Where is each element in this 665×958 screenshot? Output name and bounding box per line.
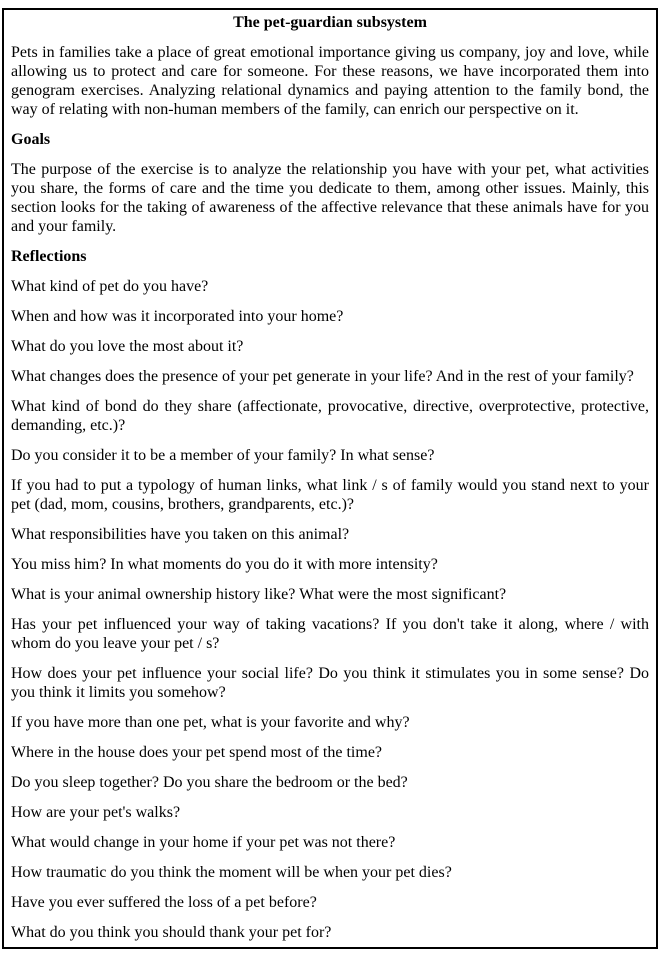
reflection-question: How traumatic do you think the moment will be when your pet dies?: [11, 864, 452, 881]
reflection-question: What do you think you should thank your pet for?: [11, 924, 332, 941]
reflection-question: What do you love the most about it?: [11, 338, 244, 355]
reflection-question: Where in the house does your pet spend most of the time?: [11, 744, 383, 761]
reflection-question: Do you sleep together? Do you share the bedroom or the bed?: [11, 774, 408, 791]
reflection-question: Do you consider it to be a member of your family? In what sense?: [11, 447, 435, 464]
goals-heading: Goals: [11, 131, 51, 148]
reflection-question: What kind of pet do you have?: [11, 278, 209, 295]
reflection-question: How does your pet influence your social life? Do you think it stimulates you in some sense? Do you think it limits you somehow?: [11, 665, 649, 701]
reflection-question: How are your pet's walks?: [11, 804, 181, 821]
reflection-question: You miss him? In what moments do you do it with more intensity?: [11, 556, 438, 573]
reflection-question: What kind of bond do they share (affectionate, provocative, directive, overprotective, protective, demanding, etc.)?: [11, 398, 649, 434]
reflection-question: What changes does the presence of your pet generate in your life? And in the rest of your family?: [11, 368, 634, 385]
reflections-heading: Reflections: [11, 248, 87, 265]
intro-paragraph: Pets in families take a place of great emotional importance giving us company, joy and love, while allowing us to protect and care for someone. For these reasons, we have incorporated them into genogram exercises. Analyzing relational dynamics and paying attention to the family bond, the way of relating with non-human members of the family, can enrich our perspective on it.: [11, 44, 649, 118]
document-page: [2, 8, 658, 949]
reflection-question: If you had to put a typology of human links, what link / s of family would you stand next to your pet (dad, mom, cousins, brothers, grandparents, etc.)?: [11, 477, 649, 513]
reflection-question: When and how was it incorporated into your home?: [11, 308, 344, 325]
reflection-question: If you have more than one pet, what is your favorite and why?: [11, 714, 410, 731]
reflection-question: What would change in your home if your pet was not there?: [11, 834, 396, 851]
reflection-question: What is your animal ownership history like? What were the most significant?: [11, 586, 507, 603]
reflection-question: What responsibilities have you taken on this animal?: [11, 526, 350, 543]
document-title: The pet-guardian subsystem: [233, 14, 427, 31]
reflection-question: Has your pet influenced your way of taking vacations? If you don't take it along, where / with whom do you leave your pet / s?: [11, 616, 649, 652]
questions-list: [11, 277, 649, 942]
goals-paragraph: The purpose of the exercise is to analyze the relationship you have with your pet, what activities you share, the forms of care and the time you dedicate to them, among other issues. Mainly, this section looks for the taking of awareness of the affective relevance that these animals have for you and your family.: [11, 161, 649, 235]
reflection-question: Have you ever suffered the loss of a pet before?: [11, 894, 317, 911]
